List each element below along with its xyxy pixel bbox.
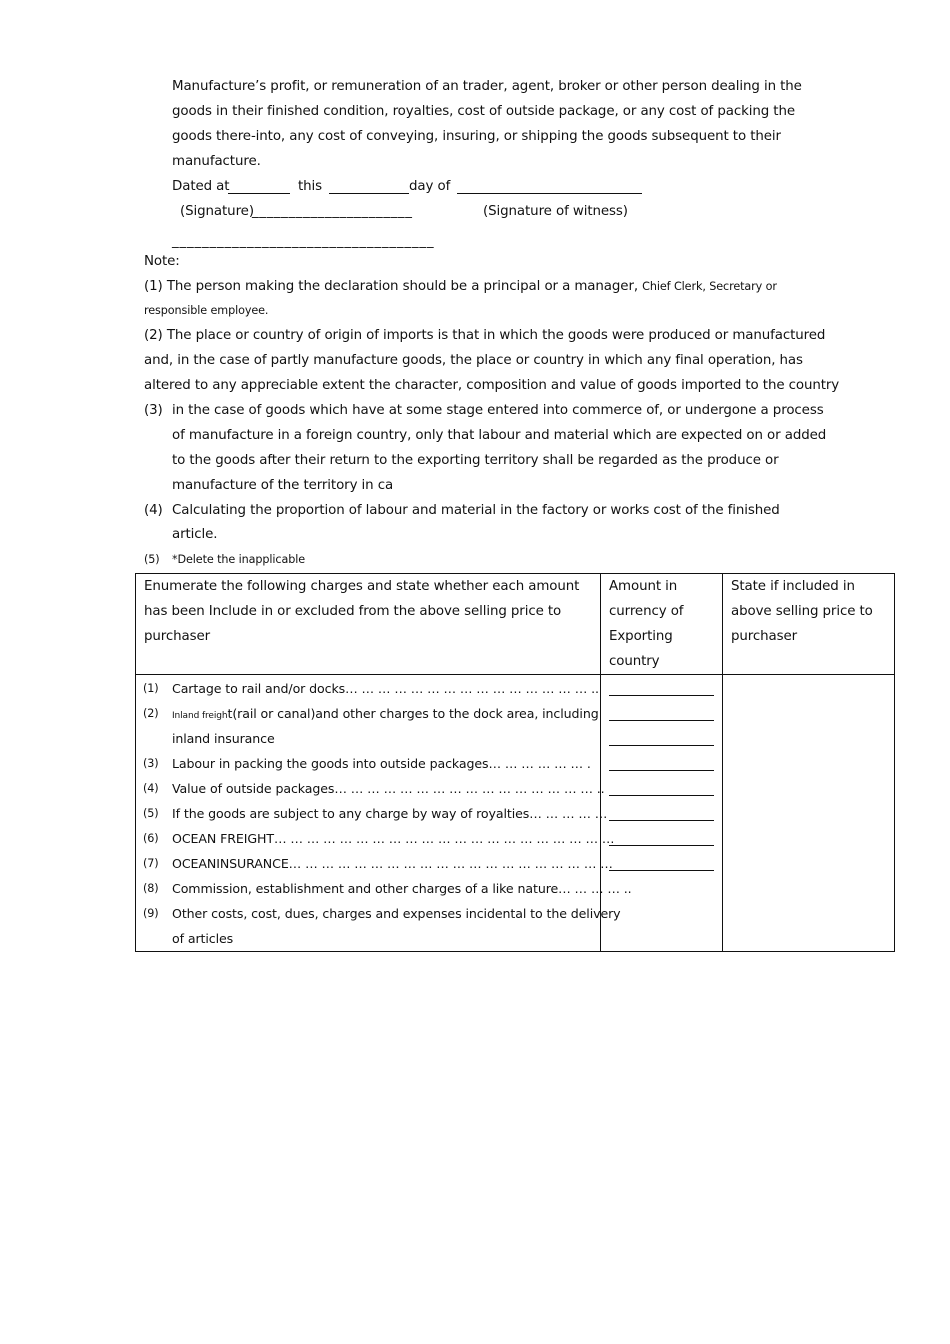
note-1-text-small: Chief Clerk, Secretary or xyxy=(642,280,777,293)
note-5-text: *Delete the inapplicable xyxy=(172,553,305,566)
month-year-field[interactable] xyxy=(457,193,642,194)
charge-item xyxy=(136,701,600,726)
note-3-line: manufacture of the territory in ca xyxy=(172,478,394,493)
charge-text: t(rail or canal)and other charges to the dock area, including xyxy=(227,706,599,721)
header-included xyxy=(723,574,895,675)
charge-item xyxy=(136,901,621,926)
note-4-number: (4) xyxy=(144,503,163,518)
charge-number: (2) xyxy=(143,707,159,720)
header-amount-text: Amount in currency of Exporting country xyxy=(609,579,684,669)
header-charges-text: Enumerate the following charges and state whether each amount has been Include in or excluded from the above selling price to purchaser xyxy=(144,579,580,644)
charge-text: Cartage to rail and/or docks… … … … … … … … … … … … … … … .. xyxy=(172,681,599,696)
charge-item xyxy=(136,801,608,826)
included-cell[interactable] xyxy=(723,675,895,952)
charge-item xyxy=(136,676,600,701)
note-1-text: (1) The person making the declaration should be a principal or a manager, xyxy=(144,279,643,294)
charge-text: of articles xyxy=(172,931,234,946)
intro-line: goods there-into, any cost of conveying, insuring, or shipping the goods subsequent to their xyxy=(172,129,781,144)
note-title: Note: xyxy=(144,254,180,269)
header-included-text: State if included in above selling price to purchaser xyxy=(731,579,873,644)
charge-item xyxy=(136,851,613,876)
charge-prefix: Inland freigh xyxy=(172,711,228,721)
witness-signature-field[interactable]: ___________________________________ xyxy=(172,234,435,249)
charge-text: OCEAN FREIGHT… … … … … … … … … … … … … … … … … … … … … xyxy=(172,831,615,846)
note-1 xyxy=(144,274,777,299)
amount-field-4[interactable] xyxy=(601,751,722,776)
charge-text: Labour in packing the goods into outside packages… … … … … … . xyxy=(172,756,591,771)
day-field[interactable] xyxy=(329,193,409,194)
day-of-label: day of xyxy=(409,179,451,194)
signature-field[interactable]: ______________________ xyxy=(252,204,413,219)
note-3-line: in the case of goods which have at some stage entered into commerce of, or undergone a process xyxy=(172,403,824,418)
charge-text: OCEANINSURANCE… … … … … … … … … … … … … … … … … … … … xyxy=(172,856,613,871)
intro-line: manufacture. xyxy=(172,154,261,169)
charge-number: (3) xyxy=(143,757,159,770)
charge-text: Value of outside packages… … … … … … … … … … … … … … … … .. xyxy=(172,781,605,796)
header-charges xyxy=(136,574,601,675)
table-body-row xyxy=(136,675,895,952)
charges-table xyxy=(135,573,895,952)
amount-field-2[interactable] xyxy=(601,701,722,726)
charge-item xyxy=(136,776,605,801)
charge-item xyxy=(136,826,615,851)
charge-item xyxy=(136,926,600,951)
charge-text: Commission, establishment and other charges of a like nature… … … … .. xyxy=(172,881,632,896)
charge-number: (6) xyxy=(143,832,159,845)
charge-number: (5) xyxy=(143,807,159,820)
charge-number: (4) xyxy=(143,782,159,795)
amount-field-1[interactable] xyxy=(601,676,722,701)
note-3-line: to the goods after their return to the exporting territory shall be regarded as the produce or xyxy=(172,453,779,468)
note-1-cont: responsible employee. xyxy=(144,304,269,317)
dated-at-field[interactable] xyxy=(228,193,290,194)
charges-list-cell xyxy=(136,675,632,952)
charge-number: (8) xyxy=(143,882,159,895)
note-3-line: of manufacture in a foreign country, only that labour and material which are expected on or added xyxy=(172,428,827,443)
amount-field-3[interactable] xyxy=(601,726,722,751)
note-2-line: altered to any appreciable extent the character, composition and value of goods imported to the country xyxy=(144,378,840,393)
amount-field-8[interactable] xyxy=(601,851,722,876)
charge-number: (7) xyxy=(143,857,159,870)
amount-field-5[interactable] xyxy=(601,776,722,801)
charge-item xyxy=(136,726,600,751)
charge-text: inland insurance xyxy=(172,731,275,746)
note-5-number: (5) xyxy=(144,553,160,566)
note-2-line: (2) The place or country of origin of imports is that in which the goods were produced or manufactured xyxy=(144,328,826,343)
intro-line: goods in their finished condition, royalties, cost of outside package, or any cost of packing the xyxy=(172,104,795,119)
amount-field-7[interactable] xyxy=(601,826,722,851)
charge-number: (9) xyxy=(143,907,159,920)
note-4-line: article. xyxy=(172,527,218,542)
charge-item xyxy=(136,876,632,901)
dated-at-label: Dated at xyxy=(172,179,230,194)
charge-text: If the goods are subject to any charge by way of royalties… … … … … xyxy=(172,806,608,821)
this-label: this xyxy=(298,179,323,194)
note-3-number: (3) xyxy=(144,403,163,418)
amount-field-6[interactable] xyxy=(601,801,722,826)
charge-item xyxy=(136,751,600,776)
table-header-row xyxy=(136,574,895,675)
intro-line: Manufacture’s profit, or remuneration of an trader, agent, broker or other person dealing in the xyxy=(172,79,802,94)
signature-label: (Signature) xyxy=(180,204,254,219)
witness-label: (Signature of witness) xyxy=(483,204,628,219)
note-2-line: and, in the case of partly manufacture goods, the place or country in which any final operation, has xyxy=(144,353,803,368)
charge-text: Other costs, cost, dues, charges and expenses incidental to the delivery xyxy=(172,906,621,921)
header-amount xyxy=(601,574,723,675)
note-4-line: Calculating the proportion of labour and material in the factory or works cost of the finished xyxy=(172,503,780,518)
charge-number: (1) xyxy=(143,682,159,695)
